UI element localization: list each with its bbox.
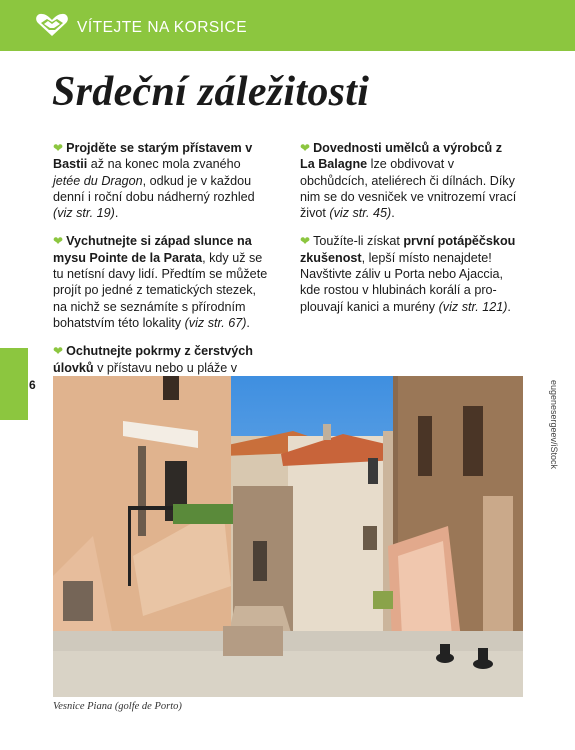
tip-crafts-end: . [391, 206, 395, 221]
heart-bullet-icon: ❤ [53, 234, 64, 249]
tip-bastia [53, 140, 271, 221]
page-tab [0, 348, 28, 420]
header-title: VÍTEJTE NA KORSICE [77, 19, 248, 36]
tip-crafts-highlight: Dovednosti umělců a výrobců z La Balagne [300, 141, 503, 172]
tip-crafts-page-ref: (viz str. 45) [329, 206, 392, 221]
village-photo [53, 376, 523, 697]
tip-diving-highlight: první potápěčskou zkušenost [300, 234, 516, 265]
tip-crafts [300, 140, 518, 221]
tip-bastia-page-ref: (viz str. 19) [53, 206, 115, 221]
tip-bastia-place: jetée du Dragon [53, 173, 143, 188]
text-column-right [300, 140, 518, 327]
tip-diving-intro: Toužíte-li získat [313, 234, 404, 249]
tip-sunset-text: , kdy už se tu netísní davy lidí. Předtím se můžete projít po jedné z tematických stezek, na nichž se seznámíte s přírodním bohatstvím této lokality [53, 250, 268, 330]
tip-bastia-highlight: Projděte se starým přístavem v Bastii [53, 141, 253, 172]
tip-bastia-end: . [114, 206, 119, 221]
tip-diving [300, 233, 518, 314]
tip-sunset [53, 233, 271, 331]
header-bar [0, 0, 575, 51]
tip-seafood-text: v přístavu nebo u pláže v [97, 360, 238, 375]
tip-sunset-end: . [246, 315, 250, 330]
tip-diving-end: . [507, 299, 511, 314]
page-number: 6 [29, 378, 36, 392]
photo-caption: Vesnice Piana (golfe de Porto) [53, 701, 182, 712]
heart-bullet-icon: ❤ [53, 344, 64, 359]
photo-credit [548, 380, 560, 490]
heart-bullet-icon: ❤ [300, 234, 311, 249]
heart-bullet-icon: ❤ [300, 141, 311, 155]
tip-diving-text: , lepší místo nenajdete! Navštivte záliv u Porta nebo Ajaccia, kde rostou v hlubinách korálí a proplouvají kanici a murény [300, 250, 504, 314]
tip-sunset-page-ref: (viz str. 67) [184, 315, 247, 330]
page-title: Srdeční záležitosti [52, 69, 370, 115]
tip-diving-page-ref: (viz str. 121) [438, 299, 508, 314]
tip-bastia-text-2: , odkud je v každou denní i roční dobu nádherný rozhled [53, 173, 255, 204]
tip-seafood-highlight: Ochutnejte pokrmy z čerstvých úlovků [53, 344, 253, 375]
tip-crafts-text: lze obdivovat v obchůdcích, ateliérech či dílnách. Díky nim se do vesniček ve vnitrozemí vrací život [300, 157, 517, 221]
tip-bastia-text: až na konec mola zvaného [87, 157, 241, 172]
handshake-heart-icon [35, 12, 69, 38]
tip-sunset-highlight: Vychutnejte si západ slunce na mysu Pointe de la Parata [53, 234, 252, 265]
heart-bullet-icon: ❤ [53, 141, 64, 155]
photo-credit-text: eugenesergeev/iStock [549, 380, 559, 470]
